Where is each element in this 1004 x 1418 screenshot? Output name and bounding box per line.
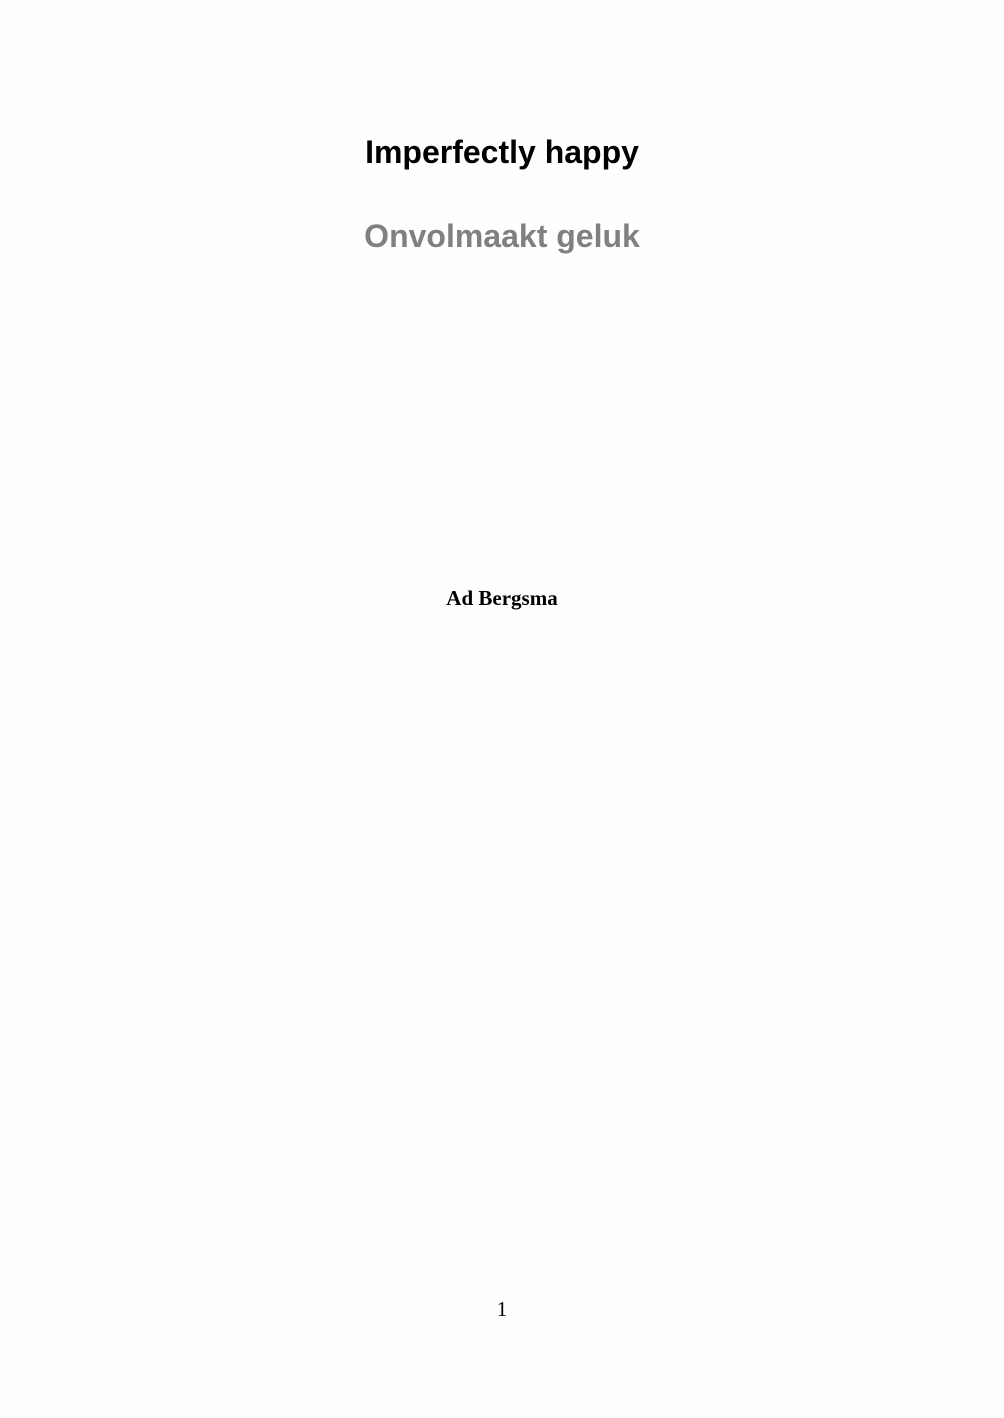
document-subtitle: Onvolmaakt geluk: [364, 218, 640, 254]
author-name: Ad Bergsma: [446, 586, 558, 610]
document-title: Imperfectly happy: [365, 134, 639, 170]
page-number: 1: [496, 1297, 508, 1321]
